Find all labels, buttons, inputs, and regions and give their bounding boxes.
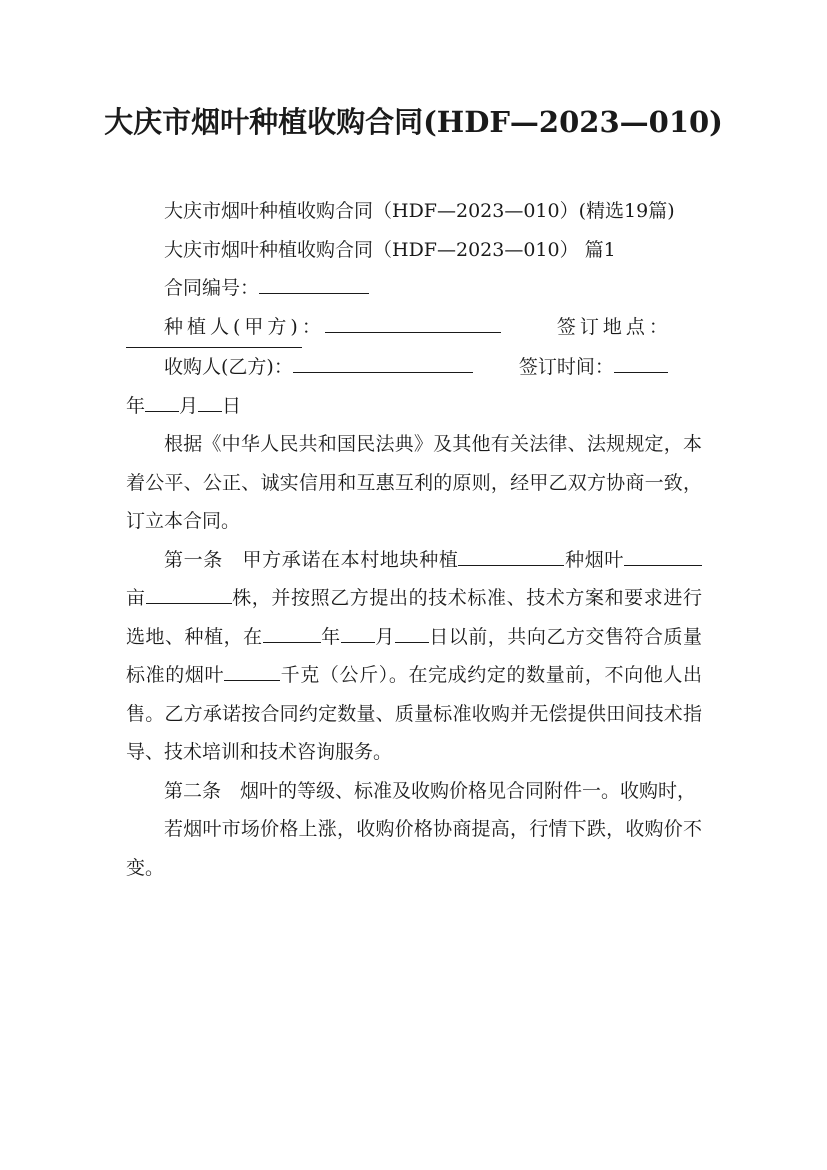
section-heading-row (126, 231, 702, 270)
date-month: 月 (179, 394, 199, 417)
intro-paragraph: 大庆市烟叶种植收购合同（HDF—2023—010）(精选19篇) (164, 200, 675, 222)
contract-no-label: 合同编号： (164, 277, 260, 299)
article-1-blank-variety (458, 564, 564, 566)
contract-no-row (126, 269, 702, 308)
document-body (126, 192, 702, 887)
article-1-blank-area (624, 564, 702, 566)
section-heading: 大庆市烟叶种植收购合同（HDF—2023—010） 篇1 (164, 238, 616, 261)
buyer-blank (293, 371, 473, 373)
article-1-part-g: 日以前，共向乙方交售符合质量标准的烟叶 (126, 625, 702, 686)
article-1-blank-weight (224, 679, 280, 681)
article-2-paragraph: 第二条 烟叶的等级、标准及收购价格见合同附件一。收购时， (164, 779, 697, 802)
planter-label: 种植人(甲方)： (164, 315, 325, 338)
buyer-label: 收购人(乙方)： (164, 356, 293, 378)
article-1-part-h: 千克（公斤）。在完成约定的数量前，不向他人出售。乙方承诺按合同约定数量、质量标准收购并无偿提供田间技术指导、技术培训和技术咨询服务。 (126, 664, 702, 763)
article-1-part-f: 月 (374, 625, 395, 648)
article-1-paragraph (126, 541, 702, 772)
date-day: 日 (222, 394, 242, 417)
place-label: 签订地点： (556, 315, 672, 338)
article-1-blank-year (263, 641, 321, 643)
article-1-part-b: 种烟叶 (564, 548, 624, 571)
date-row (126, 387, 702, 426)
article-2-continuation: 若烟叶市场价格上涨，收购价格协商提高，行情下跌，收购价不变。 (126, 818, 702, 879)
time-blank (614, 371, 668, 373)
article-1-part-e: 年 (320, 625, 341, 648)
planter-blank (325, 331, 501, 333)
document-title: 大庆市烟叶种植收购合同(HDF—2023—010) (104, 105, 723, 139)
article-1-part-a: 第一条 甲方承诺在本村地块种植 (164, 548, 459, 571)
time-label: 签订时间： (518, 356, 614, 378)
article-1-part-d: 株，并按照乙方提出的技术标准、技术方案和要求进行选地、种植，在 (126, 587, 702, 648)
contract-no-blank (259, 292, 369, 294)
date-month-blank (145, 410, 179, 412)
article-1-blank-month (341, 641, 375, 643)
article-1-blank-plants (146, 602, 232, 604)
article-1-part-c: 亩 (126, 587, 146, 609)
date-day-blank (198, 410, 222, 412)
buyer-row (126, 348, 702, 387)
date-year: 年 (126, 394, 146, 417)
preamble-paragraph: 根据《中华人民共和国民法典》及其他有关法律、法规规定，本着公平、公正、诚实信用和互惠互利的原则，经甲乙双方协商一致，订立本合同。 (126, 433, 702, 532)
planter-row (126, 308, 702, 347)
article-1-blank-day (395, 641, 429, 643)
